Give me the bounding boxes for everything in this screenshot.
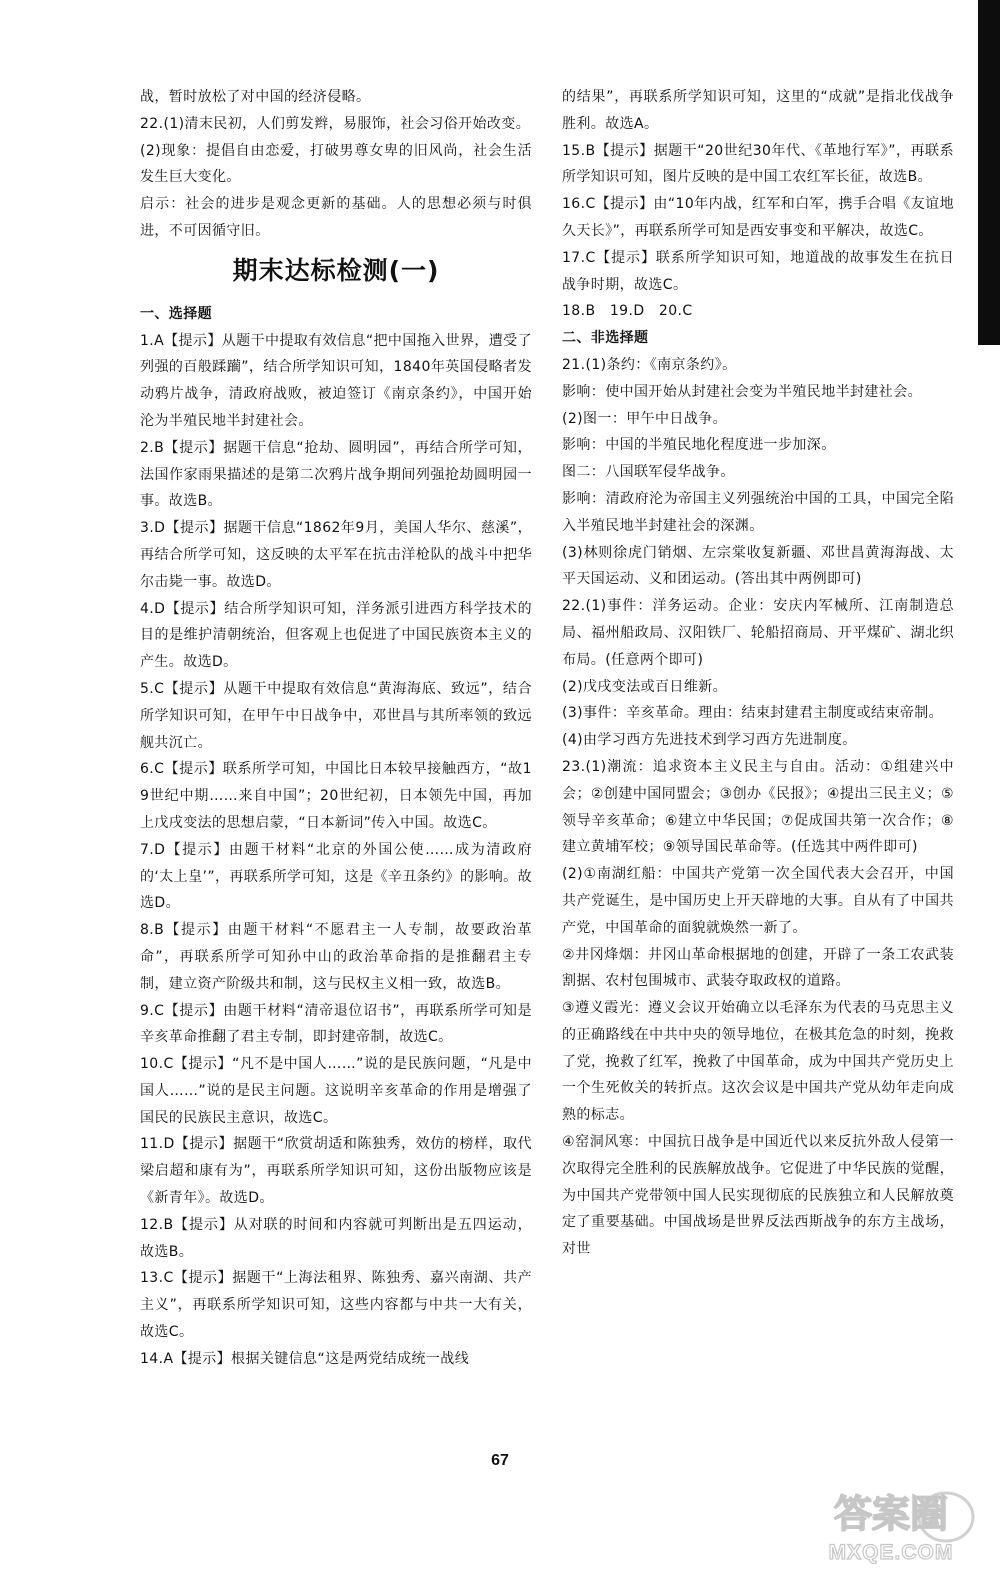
q21-2-fig2: 图二：八国联军侵华战争。 bbox=[562, 464, 735, 481]
right-line-1: 的结果”，再联系所学知识可知，这里的“成就”是指北伐战争胜利。故选A。 bbox=[562, 89, 954, 132]
answer-1: 1.A【提示】从题干中提取有效信息“把中国拖入世界，遭受了列强的百般蹂躏”，结合所学知识可知，1840年英国侵略者发动鸦片战争，清政府战败，被迫签订《南京条约》，中国开始沦为半殖民地半封建社会。 bbox=[140, 332, 532, 429]
q21-1-impact: 影响：使中国开始从封建社会变为半殖民地半封建社会。 bbox=[562, 383, 922, 400]
answer-15: 15.B【提示】据题干“20世纪30年代、《革地行军》”，再联系所学知识可知，图片反映的是中国工农红军长征，故选B。 bbox=[562, 142, 954, 186]
q21-3: (3)林则徐虎门销烟、左宗棠收复新疆、邓世昌黄海海战、太平天国运动、义和团运动。(答出其中两例即可) bbox=[562, 544, 954, 588]
answer-11: 11.D【提示】据题干“欣赏胡适和陈独秀，效仿的榜样，取代梁启超和康有为”，再联系所学知识可知，这份出版物应该是《新青年》。故选D。 bbox=[140, 1136, 532, 1207]
section-2-title: 二、非选择题 bbox=[562, 330, 649, 347]
q22-1: 22.(1)事件：洋务运动。企业：安庆内军械所、江南制造总局、福州船政局、汉阳铁厂、轮船招商局、开平煤矿、湖北织布局。(任意两个即可) bbox=[562, 598, 954, 668]
answer-12: 12.B【提示】从对联的时间和内容就可判断出是五四运动，故选B。 bbox=[140, 1216, 532, 1260]
page-number: 67 bbox=[491, 1452, 509, 1469]
answers-18-20: 18.B 19.D 20.C bbox=[562, 303, 693, 320]
left-line-1: 战，暂时放松了对中国的经济侵略。 bbox=[140, 89, 371, 105]
answer-4: 4.D【提示】结合所学知识可知，洋务派引进西方科学技术的目的是维护清朝统治，但客观上也促进了中国民族资本主义的产生。故选D。 bbox=[140, 600, 532, 671]
q23-2-item4: ④窑洞风寒：中国抗日战争是中国近代以来反抗外敌人侵第一次取得完全胜利的民族解放战争。它促进了中华民族的觉醒，为中国共产党带领中国人民实现彻底的民族独立和人民解放奠定了重要基础。中国战场是世界反法西斯战争的东方主战场，对世 bbox=[562, 1134, 954, 1258]
left-line-3: (2)现象：提倡自由恋爱，打破男尊女卑的旧风尚，社会生活发生巨大变化。 bbox=[140, 142, 532, 186]
site-watermark-logo bbox=[796, 1487, 986, 1565]
answer-2: 2.B【提示】据题干信息“抢劫、圆明园”，再结合所学可知，法国作家雨果描述的是第二次鸦片战争期间列强抢劫圆明园一事。故选B。 bbox=[140, 439, 532, 510]
left-line-2: 22.(1)清末民初，人们剪发辫，易服饰，社会习俗开始改变。 bbox=[140, 115, 531, 132]
left-column bbox=[140, 84, 532, 1373]
left-line-4: 启示：社会的进步是观念更新的基础。人的思想必须与时俱进，不可因循守旧。 bbox=[140, 196, 532, 239]
q22-3: (3)事件：辛亥革命。理由：结束封建君主制度或结束帝制。 bbox=[562, 705, 944, 722]
section-1-title: 一、选择题 bbox=[140, 305, 212, 322]
answer-5: 5.C【提示】从题干中提取有效信息“黄海海底、致远”，结合所学知识可知，在甲午中日战争中，邓世昌与其所率领的致远舰共沉亡。 bbox=[140, 680, 532, 751]
answer-16: 16.C【提示】由“10年内战，红军和白军，携手合唱《友谊地久天长》”，再联系所学可知是西安事变和平解决，故选C。 bbox=[562, 196, 954, 239]
q23-2-item3: ③遵义霞光：遵义会议开始确立以毛泽东为代表的马克思主义的正确路线在中共中央的领导地位，在极其危急的时刻，挽救了党，挽救了红军，挽救了中国革命，成为中国共产党历史上一个生死攸关的转折点。这次会议是中国共产党从幼年走向成熟的标志。 bbox=[562, 1000, 954, 1124]
q21-2-fig2-impact: 影响：清政府沦为帝国主义列强统治中国的工具，中国完全陷入半殖民地半封建社会的深渊。 bbox=[562, 490, 954, 534]
answer-14: 14.A【提示】根据关键信息“这是两党结成统一战线 bbox=[140, 1350, 470, 1367]
watermark-domain: MXQE.COM bbox=[828, 1541, 954, 1564]
q21-2-fig1: (2)图一：甲午中日战争。 bbox=[562, 410, 728, 427]
q21-2-fig1-impact: 影响：中国的半殖民地化程度进一步加深。 bbox=[562, 437, 836, 454]
answer-9: 9.C【提示】由题干材料“清帝退位诏书”，再联系所学可知是辛亥革命推翻了君主专制，即封建帝制，故选C。 bbox=[140, 1002, 532, 1046]
answer-8: 8.B【提示】由题干材料“不愿君主一人专制，故要政治革命”，再联系所学可知孙中山的政治革命指的是推翻君主专制，建立资产阶级共和制，这与民权主义相一致，故选B。 bbox=[140, 922, 532, 992]
answer-13: 13.C【提示】据题干“上海法租界、陈独秀、嘉兴南湖、共产主义”，再联系所学知识可知，这些内容都与中共一大有关，故选C。 bbox=[140, 1270, 532, 1341]
answer-17: 17.C【提示】联系所学知识可知，地道战的故事发生在抗日战争时期，故选C。 bbox=[562, 249, 954, 293]
right-column bbox=[562, 84, 954, 1263]
q22-4: (4)由学习西方先进技术到学习西方先进制度。 bbox=[562, 732, 857, 749]
answer-7: 7.D【提示】由题干材料“北京的外国公使……成为清政府的‘太上皇’”，再联系所学可知，这是《辛丑条约》的影响。故选D。 bbox=[140, 841, 532, 912]
q23-2-item1: (2)①南湖红船：中国共产党第一次全国代表大会召开，中国共产党诞生，是中国历史上开天辟地的大事。自从有了中国共产党，中国革命的面貌就焕然一新了。 bbox=[562, 866, 954, 936]
answer-3: 3.D【提示】据题干信息“1862年9月，美国人华尔、慈溪”，再结合所学可知，这反映的太平军在抗击洋枪队的战斗中把华尔击毙一事。故选D。 bbox=[140, 520, 532, 590]
q23-2-item2: ②井冈烽烟：井冈山革命根据地的创建，开辟了一条工农武装割据、农村包围城市、武装夺取政权的道路。 bbox=[562, 946, 954, 990]
q22-2: (2)戊戌变法或百日维新。 bbox=[562, 678, 728, 695]
page-edge-tab bbox=[978, 0, 1000, 345]
answer-6: 6.C【提示】联系所学可知，中国比日本较早接触西方，“故19世纪中期……来自中国”；20世纪初，日本领先中国，再加上戊戌变法的思想启蒙，“日本新词”传入中国。故选C。 bbox=[140, 761, 532, 831]
q23-1: 23.(1)潮流：追求资本主义民主与自由。活动：①组建兴中会；②创建中国同盟会；③创办《民报》；④提出三民主义；⑤领导辛亥革命；⑥建立中华民国；⑦促成国共第一次合作；⑧建立黄埔军校；⑨领导国民革命等。(任选其中两件即可) bbox=[562, 758, 954, 856]
q21-1: 21.(1)条约：《南京条约》。 bbox=[562, 356, 737, 373]
watermark-big-text: 答案圈 bbox=[833, 1492, 949, 1536]
section-heading: 期末达标检测(一) bbox=[232, 255, 440, 285]
answer-10: 10.C【提示】“凡不是中国人……”说的是民族问题，“凡是中国人……”说的是民主问题。这说明辛亥革命的作用是增强了国民的民族民主意识，故选C。 bbox=[140, 1056, 532, 1126]
